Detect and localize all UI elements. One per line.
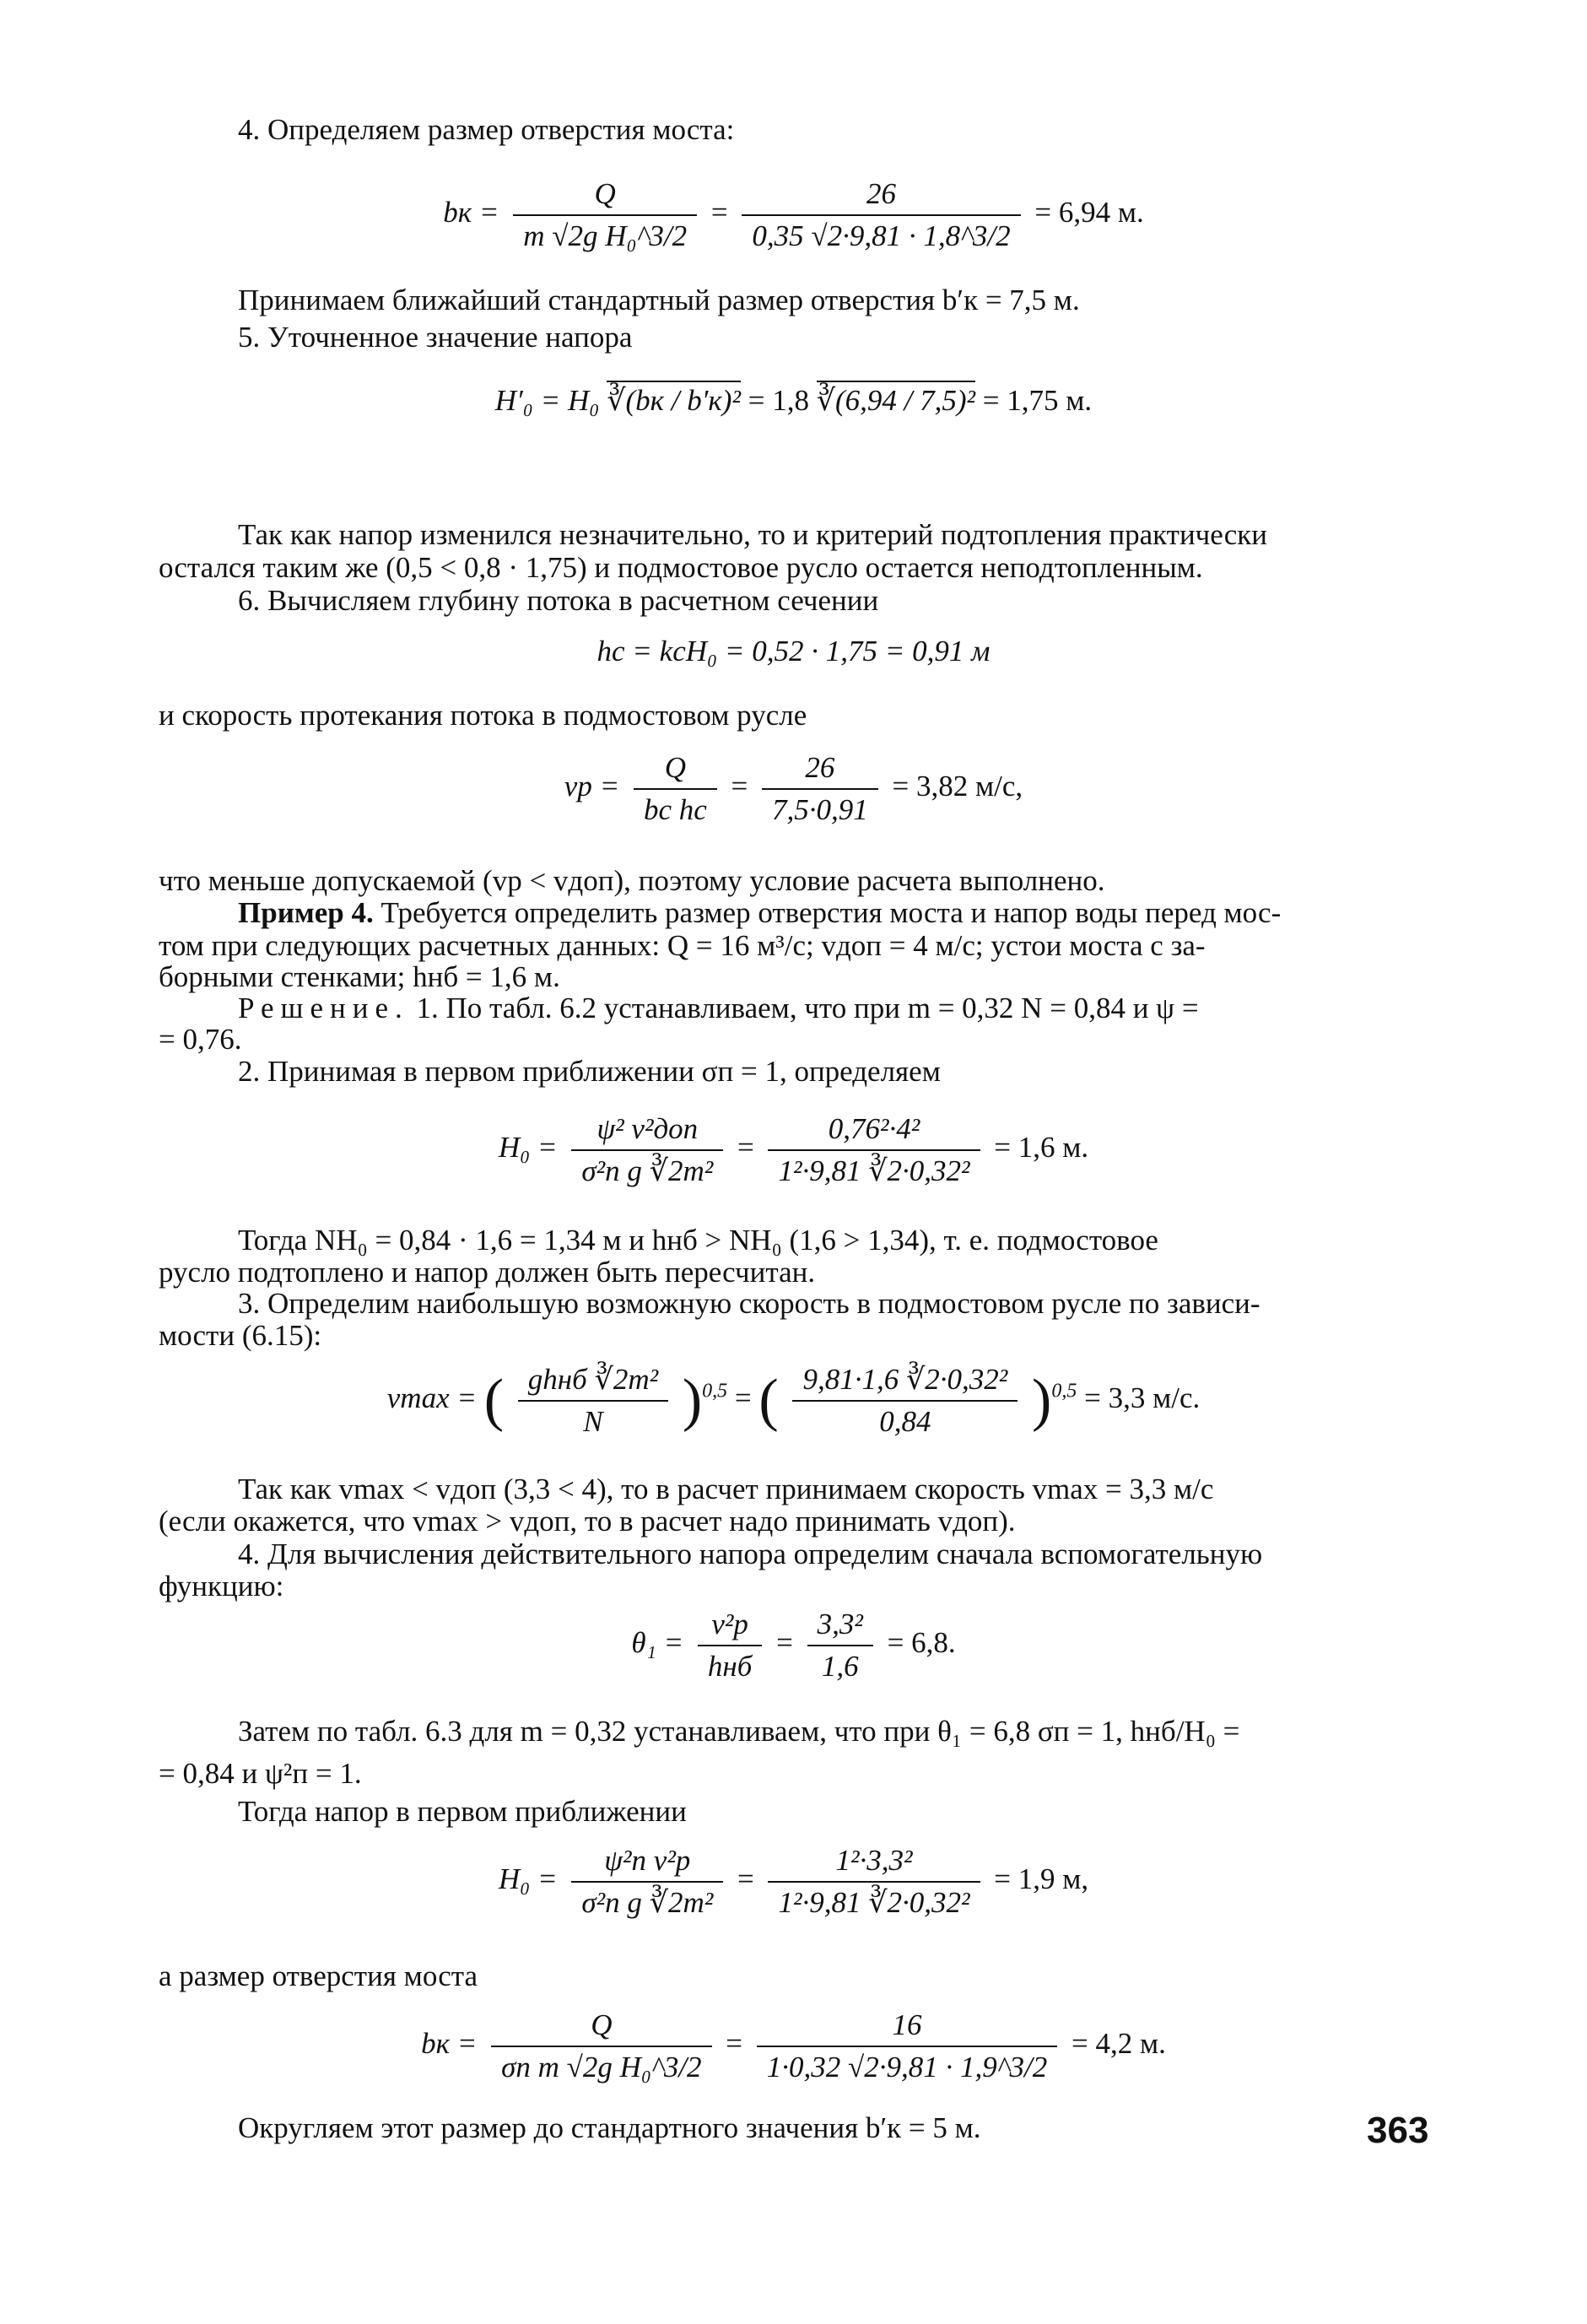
eq-exponent: 0,5 [1051,1380,1077,1403]
text-line: Так как напор изменился незначительно, то и критерий подтопления практически [238,518,1267,551]
text-line: что меньше допускаемой (vр < vдоп), поэтому условие расчета выполнено. [159,864,1105,897]
eq-fraction [792,1363,1018,1439]
text-line: Тогда напор в первом приближении [238,1795,687,1828]
eq-lhs: H₀ = [498,1131,558,1165]
eq-denominator: N [583,1405,603,1438]
eq-denominator: 0,84 [879,1405,931,1438]
eq-numerator: 0,76²·4² [768,1112,980,1151]
eq-denominator: 1,6 [821,1650,859,1683]
eq-fraction [698,1608,762,1684]
text-line: Затем по табл. 6.3 для m = 0,32 устанавливаем, что при θ₁ = 6,8 σп = 1, hнб/H₀ = [238,1715,1240,1748]
eq-numerator: Q [513,177,697,216]
text-line: 5. Уточненное значение напора [238,321,633,354]
eq-numerator: ghнб ∛2m² [518,1363,668,1402]
eq-numerator: 1²·3,3² [768,1844,980,1883]
eq-result: = 4,2 м. [1071,2027,1166,2061]
eq-lhs: bк = [443,196,499,230]
eq-exponent: 0,5 [702,1380,728,1403]
text-span: Требуется определить размер отверстия моста и напор воды перед мос- [373,896,1282,929]
eq-lhs: vр = [564,770,620,803]
solution-heading: Решение. [238,992,409,1024]
eq-denominator: 1²·9,81 ∛2·0,32² [778,1886,970,1919]
eq-fraction [491,2008,711,2084]
text-line: том при следующих расчетных данных: Q = 16 м³/с; vдоп = 4 м/с; устои моста с за- [159,929,1206,962]
eq-lhs: bк = [421,2027,478,2061]
eq-result: = 1,75 м. [982,384,1093,417]
text-line: 6. Вычисляем глубину потока в расчетном сечении [238,584,879,617]
eq-radical: ∛(6,94 / 7,5)² [817,381,975,417]
eq-result: = 6,8. [887,1626,956,1660]
text-line: = 0,84 и ψ²п = 1. [159,1757,362,1790]
eq-numerator: 26 [762,751,878,790]
eq-lhs: H′₀ = H₀ [494,384,600,417]
eq-radical: ∛(bк / b′к)² [607,381,741,417]
text-line: (если окажется, что vmax > vдоп, то в расчет надо принимать vдоп). [159,1505,1016,1538]
text-line [238,990,1199,1027]
text-line: борными стенками; hнб = 1,6 м. [159,960,560,993]
eq-fraction [762,751,878,827]
text-line: Так как vmax < vдоп (3,3 < 4), то в расчет принимаем скорость vmax = 3,3 м/с [238,1473,1214,1505]
eq-denominator: bс hс [643,793,707,826]
eq-fraction [768,1844,980,1920]
eq-middle: = 1,8 [748,384,809,417]
eq-denominator: 7,5·0,91 [772,793,868,826]
eq-result: = 3,82 м/с, [892,770,1023,803]
eq-denominator: σ²п g ∛2m² [581,1886,714,1919]
equation-theta: θ₁ = $\frac{\text{v²р}}{\text{hнб}}$ = $\frac{\text{3,3²}}{1,6}$ = 6,8. [631,1608,956,1683]
text-span: 1. По табл. 6.2 устанавливаем, что при m = 0,32 N = 0,84 и ψ = [408,992,1199,1024]
eq-fraction [634,751,717,827]
text-line: и скорость протекания потока в подмостовом русле [159,699,807,732]
text-line: Тогда NH₀ = 0,84 · 1,6 = 1,34 м и hнб > NH₀ (1,6 > 1,34), т. е. подмостовое [238,1224,1158,1257]
eq-fraction [757,2008,1057,2084]
equation-v-p: vр = $\frac{Q}{\text{bс hс}}$ = $\frac{26}{7,5\cdot 0,91}$ = 3,82 м/с, [564,751,1023,826]
eq-numerator: Q [491,2008,711,2047]
text-line: а размер отверстия моста [159,1959,478,1992]
eq-lhs: H₀ = [498,1862,558,1896]
equation-v-max: vmax = ( $\frac{\text{ghнб ∛2m²}}{N}$ )$^{0,5}$ = ( $\frac{\text{9,81·1,6 ∛2·0,32²}}{0,84}$ )$^{0,5}$ = 3,3 м/с. [386,1363,1201,1438]
eq-denominator: m √2g H₀^3/2 [523,219,688,252]
equation-b-k: bк = $\frac{Q}{\text{m √2g H₀\textasciicircum{}3/2}}$ = $\frac{26}{0,35 √2\cdot 9,81 \cdot 1,8\^{}3/2}$ = 6,94 м. [443,177,1144,252]
eq-denominator: 1·0,32 √2·9,81 · 1,9^3/2 [766,2051,1048,2083]
eq-numerator: 26 [742,177,1020,216]
eq-fraction [518,1363,668,1439]
text-line: = 0,76. [159,1023,242,1056]
eq-denominator: 1²·9,81 ∛2·0,32² [778,1154,970,1187]
eq-denominator: σ²п g ∛2m² [581,1154,714,1187]
text-line: 4. Определяем размер отверстия моста: [238,113,735,146]
equation-b-k-final: bк = $\frac{Q}{\text{σп m √2g H₀\textasciicircum{}3/2}}$ = $\frac{16}{1\cdot 0,32 √2\cdot 9,81 \cdot 1,9\^{}3/2}$ = 4,2 м. [421,2008,1166,2083]
page-number: 363 [1367,2110,1429,2151]
eq-result: = 1,9 м, [994,1862,1089,1896]
eq-numerator: 3,3² [807,1608,873,1646]
eq-fraction [742,177,1020,253]
text-line: Принимаем ближайший стандартный размер отверстия b′к = 7,5 м. [238,284,1080,316]
text-line: функцию: [159,1570,284,1602]
eq-denominator: σп m √2g H₀^3/2 [501,2051,702,2083]
equation-h0-prime [0,384,1587,418]
example-heading: Пример 4. [238,896,374,929]
eq-fraction [571,1844,723,1920]
eq-denominator: 0,35 √2·9,81 · 1,8^3/2 [752,219,1011,252]
equation-h0-second: H₀ = $\frac{\text{ψ²п v²р}}{\text{σ²п g ∛2m²}}$ = $\frac{\text{1²·3,3²}}{\text{1²·9,81 ∛2·0,32²}}$ = 1,9 м, [498,1844,1089,1919]
eq-result: = 3,3 м/с. [1084,1381,1201,1415]
text-line [238,894,1281,932]
eq-lhs: θ₁ = [631,1626,684,1660]
equation-h0-first: H₀ = $\frac{\text{ψ² v²доп}}{\text{σ²п g ∛2m²}}$ = $\frac{\text{0,76²·4²}}{\text{1²·9,81 ∛2·0,32²}}$ = 1,6 м. [498,1112,1089,1187]
equation-h-c: hс = kсH₀ = 0,52 · 1,75 = 0,91 м [596,635,991,667]
eq-numerator: ψ² v²доп [571,1112,723,1151]
eq-denominator: hнб [707,1650,753,1683]
eq-numerator: 9,81·1,6 ∛2·0,32² [792,1363,1018,1402]
eq-fraction [807,1608,873,1684]
eq-fraction [768,1112,980,1188]
text-line: 3. Определим наибольшую возможную скорость в подмостовом русле по зависи- [238,1287,1260,1320]
text-line: русло подтоплено и напор должен быть пересчитан. [159,1256,816,1289]
eq-result: = 1,6 м. [994,1131,1089,1165]
eq-lhs: vmax = [386,1381,477,1415]
text-line: мости (6.15): [159,1319,322,1352]
text-line: 4. Для вычисления действительного напора определим сначала вспомогательную [238,1538,1263,1570]
text-line: Округляем этот размер до стандартного значения b′к = 5 м. [238,2111,981,2144]
eq-fraction [571,1112,723,1188]
eq-fraction [513,177,697,253]
eq-numerator: ψ²п v²р [571,1844,723,1883]
text-line: остался таким же (0,5 < 0,8 · 1,75) и подмостовое русло остается неподтопленным. [159,551,1203,584]
eq-numerator: v²р [698,1608,762,1646]
text-line: 2. Принимая в первом приближении σп = 1, определяем [238,1055,941,1088]
eq-numerator: Q [634,751,717,790]
eq-result: = 6,94 м. [1034,196,1144,230]
eq-numerator: 16 [757,2008,1057,2047]
